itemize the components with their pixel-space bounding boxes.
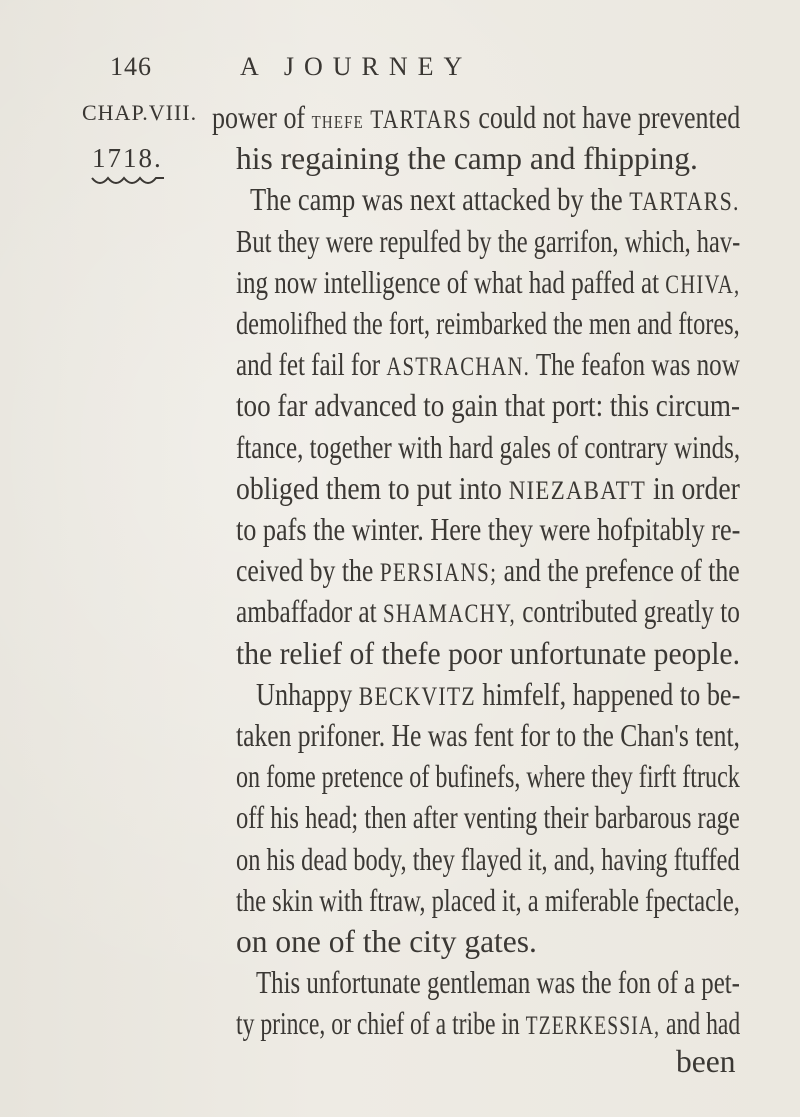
- text-run: The camp was next attacked by the: [250, 182, 630, 218]
- text-line: [236, 798, 740, 838]
- text-line: [236, 469, 740, 511]
- text-line: [236, 345, 740, 387]
- text-line: [236, 263, 740, 305]
- text-run: and had: [660, 1006, 741, 1042]
- text-run: obliged them to put into: [236, 470, 509, 506]
- small-caps-name: BECKVITZ: [358, 681, 476, 711]
- text-run: on his dead body, they flayed it, and, having ftuffed: [236, 841, 740, 877]
- text-run: off his head; then after venting their barbarous rage: [236, 800, 740, 836]
- text-run: power of: [212, 100, 312, 135]
- small-caps-name: NIEZABATT: [508, 475, 647, 505]
- text-run: the relief of thefe poor unfortunate people.: [236, 635, 740, 671]
- text-run: on fome pretence of bufinefs, where they firft ftruck: [236, 759, 740, 795]
- text-line: [236, 716, 740, 756]
- text-run: and fet fail for: [236, 347, 387, 383]
- text-line: [236, 592, 740, 634]
- text-run: on one of the city gates.: [236, 924, 537, 959]
- text-line: [256, 675, 740, 717]
- text-run: contributed greatly to: [515, 594, 740, 630]
- text-run: ing now intelligence of what had paffed at: [236, 264, 666, 300]
- text-run: to pafs the winter. Here they were hofpitably re-: [236, 512, 741, 547]
- text-run: demolifhed the fort, reimbarked the men and ftores,: [236, 306, 740, 341]
- text-run: ftance, together with hard gales of contrary winds,: [236, 429, 741, 465]
- text-run: This unfortunate gentleman was the fon of a pet-: [256, 965, 740, 1001]
- small-caps-name: thefe TARTARS: [311, 105, 472, 134]
- small-caps-name: PERSIANS;: [379, 558, 498, 588]
- text-run: and the prefence of the: [497, 553, 740, 589]
- text-run: taken prifoner. He was fent for to the Chan's tent,: [236, 718, 740, 753]
- text-line: [236, 840, 740, 880]
- text-run: The feafon was now: [529, 347, 740, 383]
- text-line: [236, 222, 740, 262]
- text-run: himfelf, happened to be-: [475, 676, 741, 712]
- running-head: A JOURNEY: [240, 52, 473, 81]
- catchword: been: [676, 1044, 736, 1079]
- text-run: could not have prevented: [471, 100, 741, 135]
- small-caps-name: ASTRACHAN.: [386, 352, 530, 382]
- text-run: ty prince, or chief of a tribe in: [236, 1006, 526, 1042]
- text-run: But they were repulfed by the garrifon, which, hav-: [236, 223, 741, 259]
- page-number: 146: [110, 52, 152, 81]
- small-caps-name: TARTARS.: [629, 187, 740, 217]
- text-line: [236, 510, 740, 550]
- text-run: ambaffador at: [236, 594, 384, 630]
- text-run: his regaining the camp and fhipping.: [236, 141, 698, 177]
- text-run: in order: [646, 470, 740, 506]
- text-line: [236, 139, 698, 179]
- text-run: too far advanced to gain that port: this circum-: [236, 388, 741, 424]
- text-line: [236, 551, 740, 593]
- small-caps-name: TZERKESSIA,: [525, 1011, 661, 1041]
- small-caps-name: CHIVA,: [665, 269, 741, 299]
- text-line: [236, 1004, 740, 1046]
- chapter-marginal-note: CHAP.VIII.: [82, 100, 198, 125]
- text-run: Unhappy: [256, 676, 359, 712]
- text-line: [236, 757, 740, 797]
- small-caps-name: SHAMACHY,: [383, 599, 516, 629]
- text-line: [236, 428, 740, 468]
- text-run: ceived by the: [236, 553, 380, 589]
- text-line: [212, 98, 740, 140]
- text-line: [256, 963, 740, 1003]
- text-line: [236, 922, 537, 962]
- text-run: the skin with ftraw, placed it, a miferable fpectacle,: [236, 882, 740, 918]
- text-line: [236, 386, 740, 426]
- text-line: [236, 881, 740, 921]
- text-line: [250, 180, 740, 222]
- year-marginal-note: 1718.: [92, 143, 163, 173]
- text-line: [236, 634, 740, 674]
- text-line: [236, 304, 740, 344]
